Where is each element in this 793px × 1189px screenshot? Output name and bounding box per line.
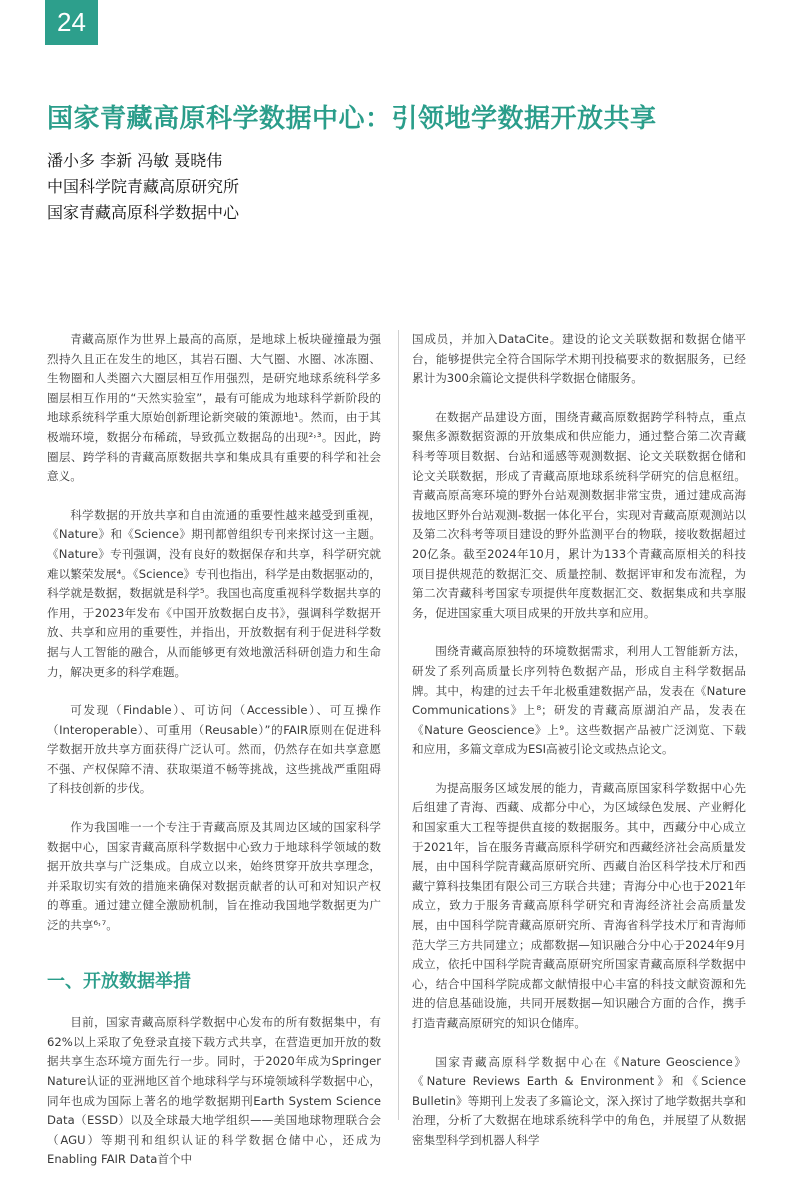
author-block (47, 148, 239, 226)
author-names: 潘小多 李新 冯敏 聂晓伟 (47, 151, 223, 170)
paragraph: 青藏高原作为世界上最高的高原，是地球上板块碰撞最为强烈持久且正在发生的地区，其岩石圈、大气圈、水圈、冰冻圈、生物圈和人类圈六大圈层相互作用强烈，是研究地球系统科学多圈层相互作用的“天然实验室”，最有可能成为地球科学新阶段的地球系统科学重大原始创新理论新突破的策源地¹。然而，由于其极端环境，数据分布稀疏，导致孤立数据岛的出现²˒³。因此，跨圈层、跨学科的青藏高原数据共享和集成具有重要的科学和社会意义。 (47, 332, 381, 484)
paragraph: 科学数据的开放共享和自由流通的重要性越来越受到重视，《Nature》和《Science》期刊都曾组织专刊来探讨这一主题。《Nature》专刊强调，没有良好的数据保存和共享，科学研究就难以繁荣发展⁴。《Science》专刊也指出，科学是由数据驱动的，科学就是数据，数据就是科学⁵。我国也高度重视科学数据共享的作用，于2023年发布《中国开放数据白皮书》，强调科学数据开放、共享和应用的重要性，并指出，开放数据有利于促进科学数据与人工智能的融合，从而能够更有效地激活科研创造力和生命力，解决更多的科学难题。 (47, 507, 381, 679)
column-divider (398, 330, 399, 1120)
right-column (412, 330, 746, 1170)
paragraph: 为提高服务区域发展的能力，青藏高原国家科学数据中心先后组建了青海、西藏、成都分中心，为区域绿色发展、产业孵化和国家重大工程等提供直接的数据服务。其中，西藏分中心成立于2021年，旨在服务青藏高原科学研究和西藏经济社会高质量发展，由中国科学院青藏高原研究所、西藏自治区科学技术厅和西藏宁算科技集团有限公司三方联合共建；青海分中心也于2021年成立，致力于服务青藏高原科学研究和青海经济社会高质量发展，由中国科学院青藏高原研究所、青海省科学技术厅和青海师范大学三方共同建立；成都数据—知识融合分中心于2024年9月成立，依托中国科学院青藏高原研究所国家青藏高原科学数据中心，结合中国科学院成都文献情报中心丰富的科技文献资源和先进的信息基础设施，共同开展数据—知识融合方面的合作，携手打造青藏高原研究的知识仓储库。 (412, 780, 746, 1030)
author-affiliation-1: 中国科学院青藏高原研究所 (47, 177, 240, 196)
paragraph: 目前，国家青藏高原科学数据中心发布的所有数据集中，有62%以上采取了免登录直接下载方式共享，在营造更加开放的数据共享生态环境方面先行一步。同时，于2020年成为Springer Nature认证的亚洲地区首个地球科学与环境领域科学数据中心，同年也成为国际上著名的地学数据期刊Earth System Science Data（ESSD）以及全球最大地学组织——美国地球物理联合会（AGU）等期刊和组织认证的科学数据仓储中心，还成为Enabling FAIR Data首个中 (47, 1015, 381, 1167)
author-affiliation-2: 国家青藏高原科学数据中心 (47, 203, 240, 222)
paragraph: 国家青藏高原科学数据中心在《Nature Geoscience》《Nature Reviews Earth & Environment》和《Science Bulletin》等期刊上发表了多篇论文，深入探讨了地学数据共享和治理，分析了大数据在地球系统科学中的角色，并展望了从数据密集型科学到机器人科学 (412, 1054, 746, 1147)
article-title: 国家青藏高原科学数据中心：引领地学数据开放共享 (47, 104, 657, 134)
section-heading: 一、开放数据举措 (47, 970, 191, 992)
paragraph: 可发现（Findable）、可访问（Accessible）、可互操作（Interoperable）、可重用（Reusable）”的FAIR原则在促进科学数据开放共享方面获得广泛认可。然而，仍然存在如共享意愿不强、产权保障不清、获取渠道不畅等挑战，这些挑战严重阻碍了科技创新的步伐。 (47, 703, 381, 796)
left-column (47, 330, 381, 1189)
paragraph: 国成员，并加入DataCite。建设的论文关联数据和数据仓储平台，能够提供完全符合国际学术期刊投稿要求的数据服务，已经累计为300余篇论文提供科学数据仓储服务。 (412, 332, 746, 386)
page-number: 24 (45, 0, 98, 45)
paragraph: 围绕青藏高原独特的环境数据需求，利用人工智能新方法，研发了系列高质量长序列特色数据产品，形成自主科学数据品牌。其中，构建的过去千年北极重建数据产品，发表在《Nature Communications》上⁸；研发的青藏高原湖泊产品，发表在《Nature Geoscience》上⁹。这些数据产品被广泛浏览、下载和应用，多篇文章成为ESI高被引论文或热点论文。 (412, 644, 746, 757)
paragraph: 作为我国唯一一个专注于青藏高原及其周边区域的国家科学数据中心，国家青藏高原科学数据中心致力于地球科学领域的数据开放共享与广泛集成。自成立以来，始终贯穿开放共享理念，并采取切实有效的措施来确保对数据贡献者的认可和对知识产权的尊重。通过建立健全激励机制，旨在推动我国地学数据更为广泛的共享⁶˒⁷。 (47, 820, 381, 933)
paragraph: 在数据产品建设方面，围绕青藏高原数据跨学科特点，重点聚焦多源数据资源的开放集成和供应能力，通过整合第二次青藏科考等项目数据、台站和遥感等观测数据、论文关联数据仓储和论文关联数据，形成了青藏高原地球系统科学研究的信息枢纽。青藏高原高寒环境的野外台站观测数据非常宝贵，通过建成高海拔地区野外台站观测-数据一体化平台，实现对青藏高原观测站以及第二次科考等项目建设的野外监测平台的物联，接收数据超过20亿条。截至2024年10月，累计为133个青藏高原相关的科技项目提供规范的数据汇交、质量控制、数据评审和发布流程，为第二次青藏科考国家专项提供年度数据汇交、数据集成和共享服务，促进国家重大项目成果的开放共享和应用。 (412, 409, 746, 620)
